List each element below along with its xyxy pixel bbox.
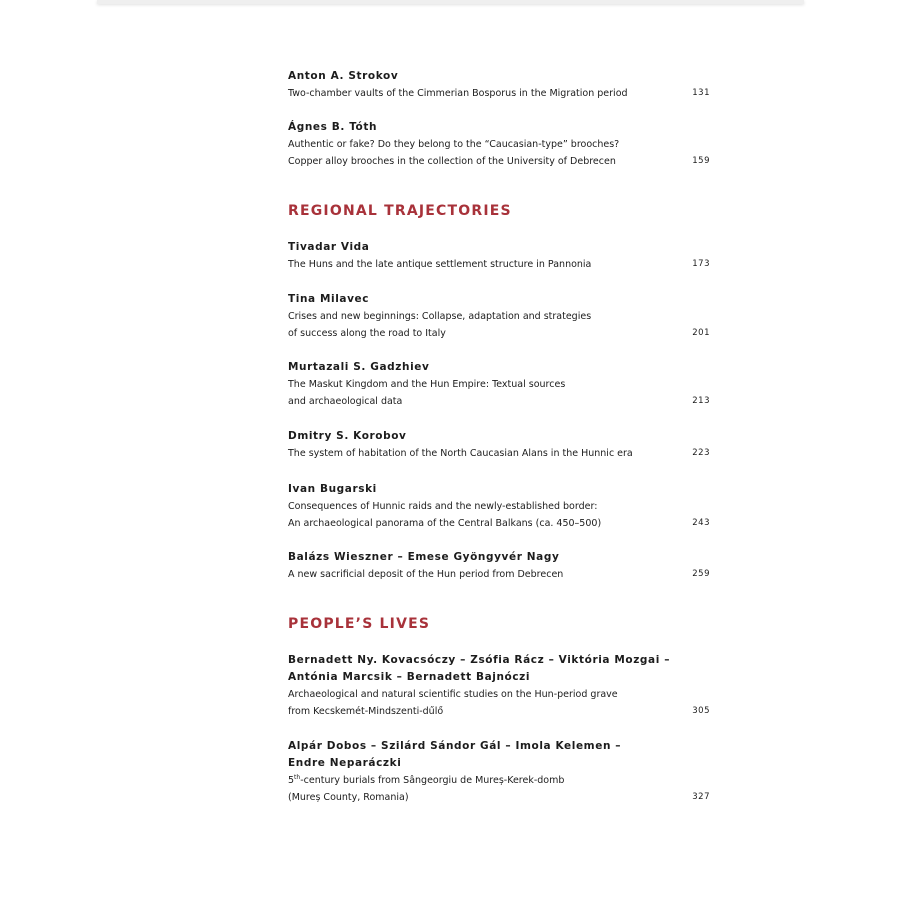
toc-entry-korobov[interactable] xyxy=(288,428,718,462)
entry-title-line: Crises and new beginnings: Collapse, adaptation and strategies xyxy=(288,311,592,322)
entry-title-line: and archaeological data xyxy=(288,396,403,407)
toc-entry-wieszner-nagy[interactable] xyxy=(288,549,718,583)
entry-author: Alpár Dobos – Szilárd Sándor Gál – Imola Kelemen – xyxy=(288,740,622,752)
entry-page-number: 173 xyxy=(692,259,710,269)
entry-title-line: The Huns and the late antique settlement structure in Pannonia xyxy=(288,259,592,270)
century-number: 5 xyxy=(288,775,295,786)
entry-page-number: 259 xyxy=(692,569,710,579)
entry-author: Dmitry S. Korobov xyxy=(288,430,407,442)
entry-title-line: Copper alloy brooches in the collection of the University of Debrecen xyxy=(288,156,616,167)
entry-page-number: 243 xyxy=(692,518,710,528)
entry-title-line: Consequences of Hunnic raids and the newly-established border: xyxy=(288,501,598,512)
entry-page-number: 305 xyxy=(692,706,710,716)
section-heading-regional-trajectories: REGIONAL TRAJECTORIES xyxy=(288,203,512,219)
toc-entry-bugarski[interactable] xyxy=(288,481,718,532)
entry-title-line: Authentic or fake? Do they belong to the “Caucasian-type” brooches? xyxy=(288,139,620,150)
entry-author: Tina Milavec xyxy=(288,293,370,305)
entry-title-line: from Kecskemét-Mindszenti-dűlő xyxy=(288,706,444,717)
toc-entry-vida[interactable] xyxy=(288,239,718,273)
entry-title-text: -century burials from Sângeorgiu de Mureș-Kerek-domb xyxy=(300,775,565,786)
entry-title-line: A new sacrificial deposit of the Hun period from Debrecen xyxy=(288,569,564,580)
entry-author: Anton A. Strokov xyxy=(288,70,399,82)
entry-page-number: 223 xyxy=(692,448,710,458)
entry-page-number: 201 xyxy=(692,328,710,338)
entry-author: Ivan Bugarski xyxy=(288,483,377,495)
entry-author: Balázs Wieszner – Emese Gyöngyvér Nagy xyxy=(288,551,560,563)
toc-entry-kovacsoczy-et-al[interactable] xyxy=(288,652,718,720)
entry-title-line: (Mureș County, Romania) xyxy=(288,792,409,803)
entry-author: Endre Neparáczki xyxy=(288,757,402,769)
entry-author: Bernadett Ny. Kovacsóczy – Zsófia Rácz – Viktória Mozgai – xyxy=(288,654,671,666)
page-top-shadow xyxy=(97,0,804,4)
entry-title-line: The system of habitation of the North Caucasian Alans in the Hunnic era xyxy=(288,448,633,459)
entry-author: Ágnes B. Tóth xyxy=(288,121,378,133)
entry-title-line xyxy=(288,772,678,789)
entry-author: Murtazali S. Gadzhiev xyxy=(288,361,430,373)
toc-entry-gadzhiev[interactable] xyxy=(288,359,718,410)
toc-entry-milavec[interactable] xyxy=(288,291,718,342)
toc-entry-toth[interactable] xyxy=(288,119,718,170)
toc-entry-strokov[interactable] xyxy=(288,68,718,102)
section-heading-peoples-lives: PEOPLE’S LIVES xyxy=(288,616,431,632)
entry-author: Antónia Marcsik – Bernadett Bajnóczi xyxy=(288,671,531,683)
toc-entry-dobos-et-al[interactable] xyxy=(288,738,718,806)
entry-title-line: An archaeological panorama of the Central Balkans (ca. 450–500) xyxy=(288,518,602,529)
entry-page-number: 131 xyxy=(692,88,710,98)
entry-title-line: Archaeological and natural scientific studies on the Hun-period grave xyxy=(288,689,618,700)
entry-title-line: Two-chamber vaults of the Cimmerian Bosporus in the Migration period xyxy=(288,88,628,99)
entry-page-number: 213 xyxy=(692,396,710,406)
entry-author: Tivadar Vida xyxy=(288,241,370,253)
entry-page-number: 327 xyxy=(692,792,710,802)
entry-title-line: of success along the road to Italy xyxy=(288,328,446,339)
ordinal-suffix: th xyxy=(294,774,301,781)
entry-title-line: The Maskut Kingdom and the Hun Empire: Textual sources xyxy=(288,379,566,390)
entry-page-number: 159 xyxy=(692,156,710,166)
